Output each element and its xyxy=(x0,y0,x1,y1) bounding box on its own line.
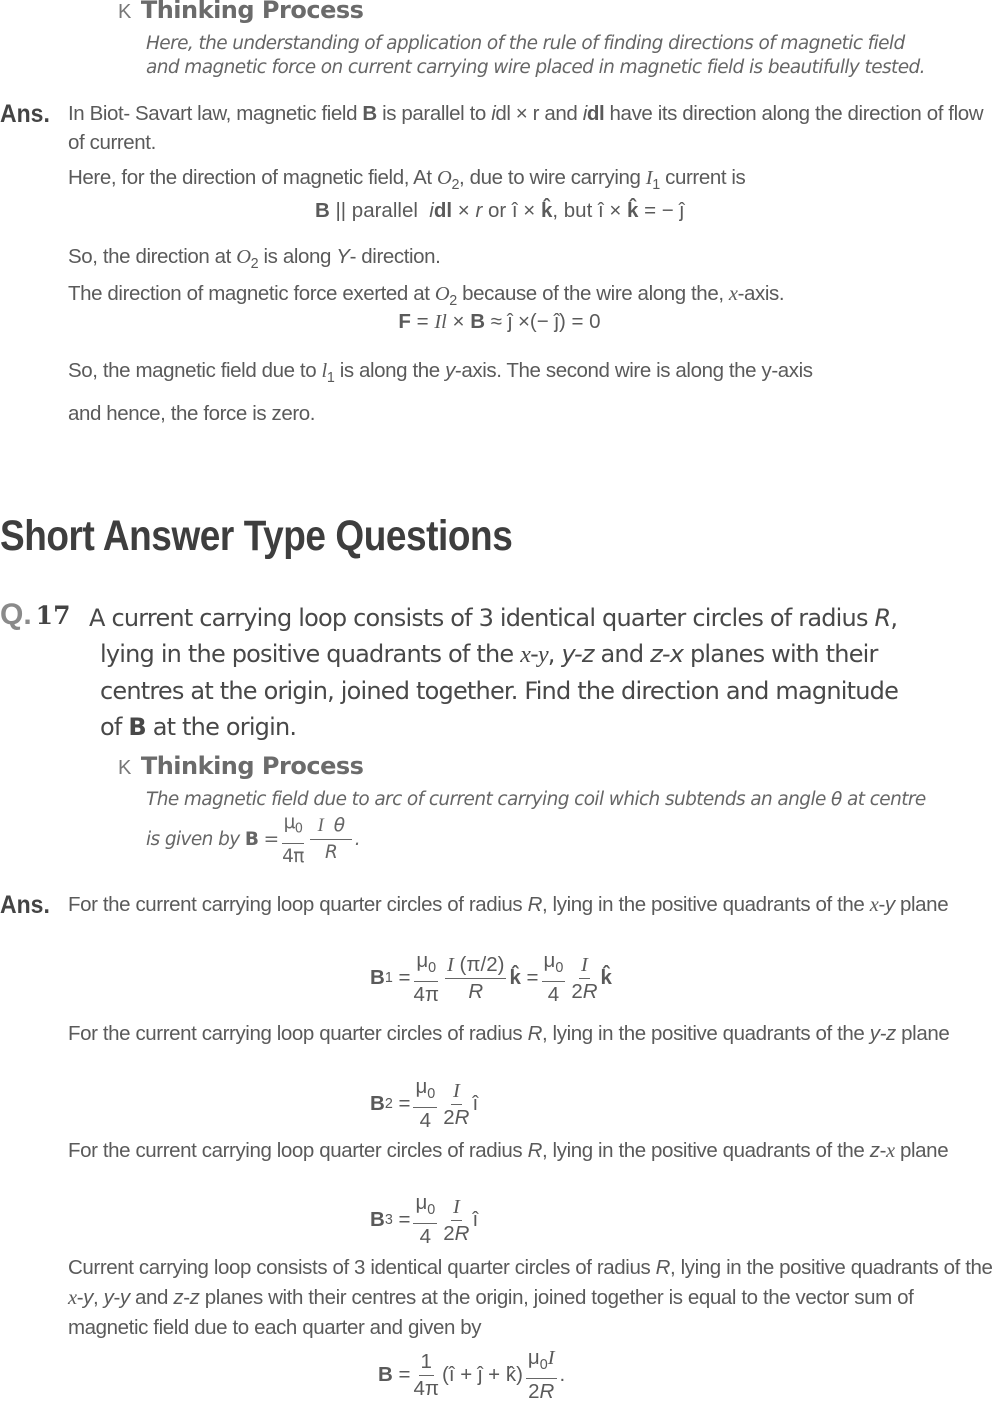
thinking-marker-icon: K xyxy=(118,1,131,23)
answer-label: Ans. xyxy=(0,891,50,919)
answer-paragraph: For the current carrying loop quarter circles of radius R, lying in the positive quadrants of the y-z plane xyxy=(68,1022,950,1045)
fraction: $\frac{\mu_0}{4\pi}$ xyxy=(282,812,304,867)
answer-paragraph: The direction of magnetic force exerted at $O_2$ because of the wire along the, x-axis. xyxy=(68,282,785,310)
question-number: 17 xyxy=(35,601,71,630)
thinking-process-heading: K Thinking Process xyxy=(118,0,364,24)
question-marker: Q. xyxy=(0,598,32,631)
answer-paragraph: Current carrying loop consists of 3 identical quarter circles of radius R, lying in the positive quadrants of the x-y, y-y and z-z planes with their centres at the origin, joined together is equal to the vector sum of magnetic field due to each quarter and given by xyxy=(68,1256,993,1339)
thinking-marker-icon: K xyxy=(118,757,131,779)
thinking-process-text: Here, the understanding of application of the rule of finding directions of magnetic field and magnetic force on current carrying wire placed in magnetic field is beautifully tested. xyxy=(146,33,925,78)
answer-paragraph: For the current carrying loop quarter circles of radius R, lying in the positive quadrants of the z-x plane xyxy=(68,1139,949,1162)
thinking-process-2 xyxy=(118,752,958,870)
equation-final: B = $\frac{1}{4\pi}$ (î + ĵ + k̂) $\frac{\mu_0I}{2R}$ . xyxy=(378,1346,566,1404)
thinking-process-text: The magnetic field due to arc of current carrying coil which subtends an angle θ at centre is given by B = $\frac{\mu_0}{4\pi}$ $\frac{\text{I θ}}{R}$ . xyxy=(146,788,958,870)
answer-paragraph: In Biot- Savart law, magnetic field B is parallel to idl × r and idl have its direction along the direction of flow of current. xyxy=(68,102,984,154)
equation-b1: B 1 = $\frac{\mu_0}{4\pi}$ $\frac{I (\pi/2)}{R}$ k̂ = $\frac{\mu_0}{4}$ $\frac{I}{2R}$ k̂ xyxy=(370,949,612,1007)
fraction: $\frac{\text{I θ}}{R}$ xyxy=(310,813,351,866)
equation: B || parallel idl × r or î × k̂, but î × k̂ = − ĵ xyxy=(314,199,685,222)
answer-paragraph: For the current carrying loop quarter circles of radius R, lying in the positive quadrants of the x-y plane xyxy=(68,893,949,916)
thinking-process-heading: K Thinking Process xyxy=(118,752,364,780)
answer-paragraph: So, the direction at $O_2$ is along Y- direction. xyxy=(68,245,441,273)
answer-paragraph: Here, for the direction of magnetic field, At $O_2$, due to wire carrying $I_1$ current is xyxy=(68,166,746,194)
question-label xyxy=(0,598,70,632)
answer-label: Ans. xyxy=(0,100,50,128)
question-text: A current carrying loop consists of 3 identical quarter circles of radius R, lying in the positive quadrants of the x-y, y-z and z-x planes with their centres at the origin, joined together. Find the direction and magnitude of B at the origin. xyxy=(89,604,899,741)
equation-b3: B 3 = $\frac{\mu_0}{4}$ $\frac{I}{2R}$ î xyxy=(370,1191,479,1249)
answer-paragraph: So, the magnetic field due to $l_1$ is along the y-axis. The second wire is along the y-axis and hence, the force is zero. xyxy=(68,359,813,426)
section-title: Short Answer Type Questions xyxy=(0,512,513,560)
thinking-process-1 xyxy=(118,0,958,80)
equation: F = Il × B ≈ ĵ ×(− ĵ) = 0 xyxy=(398,310,601,333)
equation-b2: B 2 = $\frac{\mu_0}{4}$ $\frac{I}{2R}$ î xyxy=(370,1075,479,1133)
